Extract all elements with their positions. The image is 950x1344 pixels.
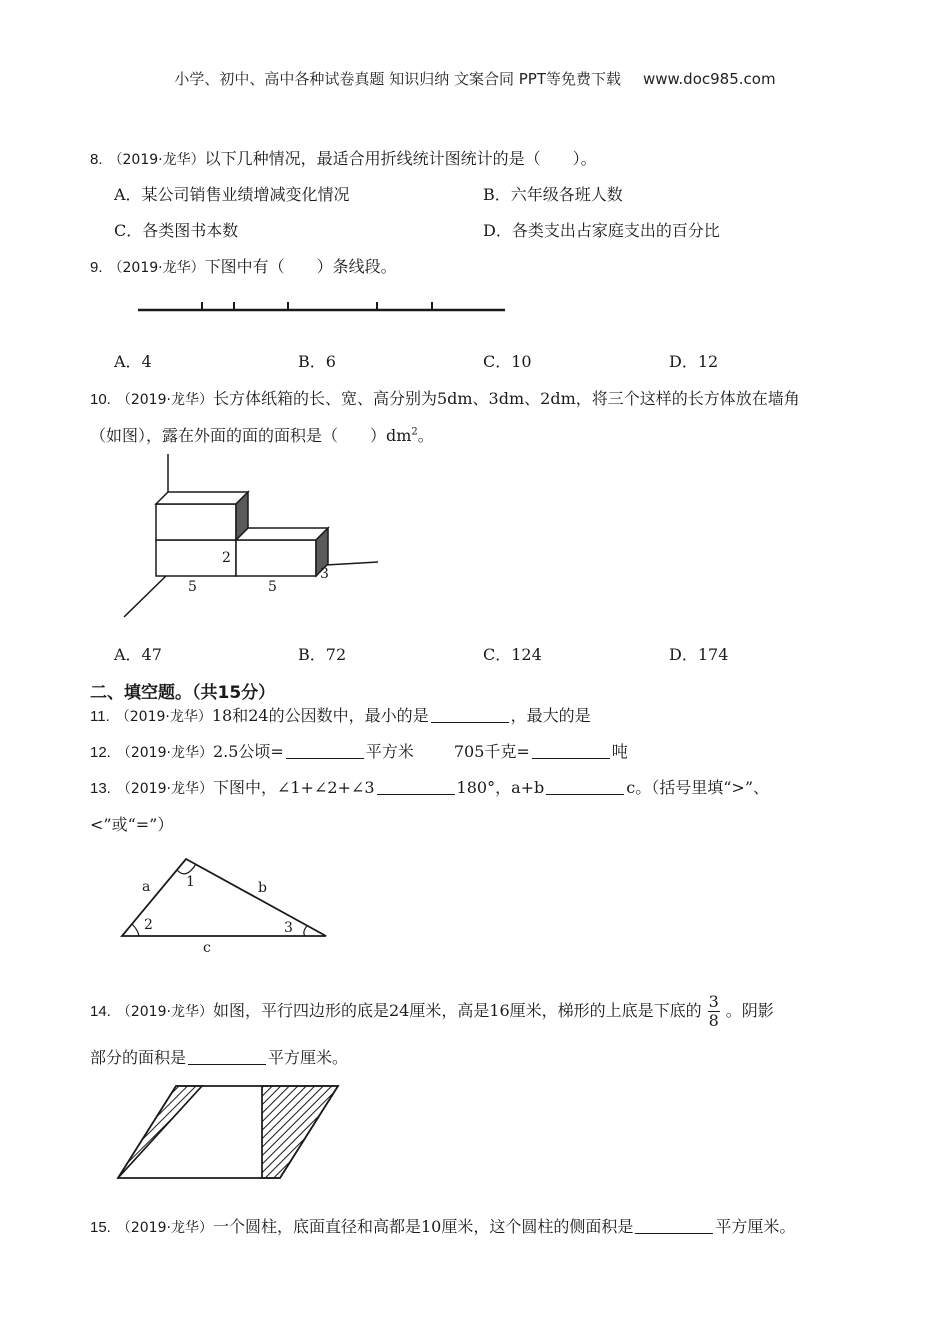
question-text: 平方米 xyxy=(365,742,414,761)
fraction-denominator: 8 xyxy=(708,1011,719,1030)
label-height: 2 xyxy=(222,550,231,566)
q9-option-d: D．12 xyxy=(669,352,719,371)
question-source: （2019·龙华） xyxy=(108,260,205,276)
q8-option-a: A．某公司销售业绩增减变化情况 xyxy=(114,185,350,204)
label-width: 3 xyxy=(320,566,329,582)
question-source: （2019·龙华） xyxy=(116,1004,213,1020)
question-number: 13. xyxy=(90,780,111,797)
question-source: （2019·龙华） xyxy=(108,152,205,168)
question-number: 15. xyxy=(90,1219,111,1236)
question-text: 下图中，∠1+∠2+∠3 xyxy=(212,778,375,797)
q8-option-d: D．各类支出占家庭支出的百分比 xyxy=(483,221,720,240)
answer-blank[interactable] xyxy=(635,1219,713,1234)
question-source: （2019·龙华） xyxy=(116,781,213,797)
question-number: 8. xyxy=(90,151,103,168)
superscript: 2 xyxy=(411,426,418,438)
question-source: （2019·龙华） xyxy=(115,709,212,725)
q8-option-c: C．各类图书本数 xyxy=(114,221,239,240)
question-text: 如图，平行四边形的底是24厘米，高是16厘米，梯形的上底是下底的 xyxy=(212,1001,702,1020)
q10-option-b: B．72 xyxy=(298,645,347,664)
angle-label-1: 1 xyxy=(186,874,195,890)
question-text: 一个圆柱，底面直径和高都是10厘米，这个圆柱的侧面积是 xyxy=(212,1217,634,1236)
question-number: 14. xyxy=(90,1003,111,1020)
question-text: 180°，a+b xyxy=(456,778,545,797)
header-text: 小学、初中、高中各种试卷真题 知识归纳 文案合同 PPT等免费下载 xyxy=(174,70,621,88)
angle-label-2: 2 xyxy=(144,917,153,933)
question-text: ，最大的是 xyxy=(510,706,591,725)
question-text: 下图中有（ ）条线段。 xyxy=(204,257,397,276)
q9-option-c: C．10 xyxy=(483,352,532,371)
question-text: 平方厘米。 xyxy=(715,1217,796,1236)
question-13-line2: <”或“=”） xyxy=(90,815,174,834)
angle-label-3: 3 xyxy=(284,920,293,936)
side-label-a: a xyxy=(142,879,151,895)
question-source: （2019·龙华） xyxy=(116,392,213,408)
question-text: 以下几种情况，最适合用折线统计图统计的是（ ）。 xyxy=(204,149,597,168)
question-text-line1: 长方体纸箱的长、宽、高分别为5dm、3dm、2dm，将三个这样的长方体放在墙角 xyxy=(212,389,800,408)
side-label-b: b xyxy=(258,880,267,896)
header-site: www.doc985.com xyxy=(642,70,776,88)
question-text: 。阴影 xyxy=(725,1001,774,1020)
question-text: 705千克= xyxy=(453,742,530,761)
section-title: 二、填空题。（共15分） xyxy=(90,683,276,703)
q8-option-b: B．六年级各班人数 xyxy=(483,185,623,204)
question-source: （2019·龙华） xyxy=(116,1220,213,1236)
question-text-end: 。 xyxy=(417,426,434,445)
question-number: 11. xyxy=(90,708,110,725)
trapezoid-slant-edge xyxy=(118,1086,202,1178)
question-source: （2019·龙华） xyxy=(116,745,213,761)
q10-option-d: D．174 xyxy=(669,645,729,664)
label-length-1: 5 xyxy=(188,579,197,595)
question-text: 吨 xyxy=(611,742,628,761)
question-number: 9. xyxy=(90,259,103,276)
question-text: 18和24的公因数中，最小的是 xyxy=(211,706,429,725)
label-length-2: 5 xyxy=(268,579,277,595)
question-number: 12. xyxy=(90,744,111,761)
question-text: 平方厘米。 xyxy=(268,1048,349,1067)
question-text: 2.5公顷= xyxy=(212,742,284,761)
shaded-triangle-right xyxy=(262,1086,338,1178)
fraction-numerator: 3 xyxy=(708,992,719,1011)
question-15 xyxy=(90,1214,795,1237)
q9-option-a: A．4 xyxy=(114,352,152,371)
q9-option-b: B．6 xyxy=(298,352,336,371)
question-text-line2: （如图），露在外面的面的面积是（ ）dm xyxy=(90,426,412,445)
question-text: c。（括号里填“>”、 xyxy=(626,778,769,797)
q10-option-a: A．47 xyxy=(114,645,162,664)
question-text: 部分的面积是 xyxy=(90,1048,187,1067)
q10-option-c: C．124 xyxy=(483,645,542,664)
question-number: 10. xyxy=(90,391,111,408)
side-label-c: c xyxy=(203,940,211,956)
